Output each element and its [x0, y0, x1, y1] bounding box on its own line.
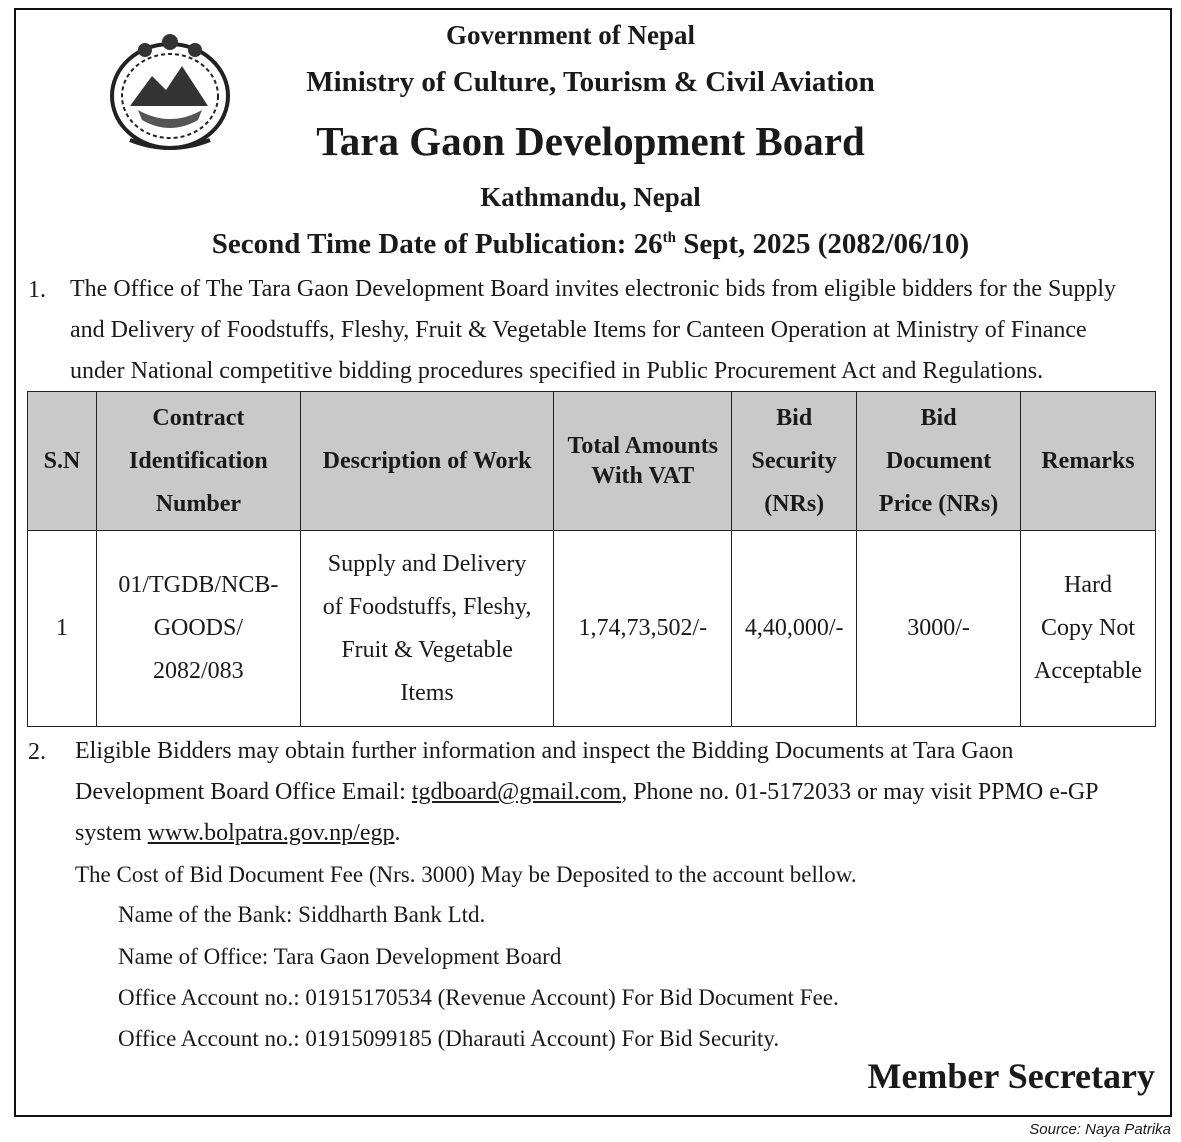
signature: Member Secretary — [867, 1056, 1155, 1096]
header-doc-price: Bid Document Price (NRs) — [857, 392, 1021, 531]
office-name: Name of Office: Tara Gaon Development Board — [118, 944, 562, 969]
header-description: Description of Work — [300, 392, 554, 531]
para2-number: 2. — [28, 739, 46, 765]
cell-doc-price: 3000/- — [857, 531, 1021, 727]
fee-line: The Cost of Bid Document Fee (Nrs. 3000) May be Deposited to the account bellow. — [75, 862, 857, 887]
cell-total: 1,74,73,502/- — [554, 531, 732, 727]
cell-remarks: Hard Copy Not Acceptable — [1020, 531, 1155, 727]
government-heading: Government of Nepal — [446, 20, 695, 50]
cell-contract: 01/TGDB/NCB- GOODS/ 2082/083 — [96, 531, 300, 727]
para1-line: The Office of The Tara Gaon Development Board invites electronic bids from eligible bidders for the Supply — [70, 276, 1117, 302]
source-credit: Source: Naya Patrika — [1029, 1121, 1171, 1138]
cell-sn: 1 — [28, 531, 97, 727]
para1-line: under National competitive bidding procedures specified in Public Procurement Act and Regulations. — [70, 358, 1044, 384]
para1-line: and Delivery of Foodstuffs, Fleshy, Fruit & Vegetable Items for Canteen Operation at Ministry of Finance — [70, 317, 1087, 343]
para2-line: Development Board Office Email: tgdboard@gmail.com, Phone no. 01-5172033 or may visit PPMO e-GP — [75, 779, 1099, 805]
table-header-row — [28, 392, 1156, 531]
bid-table — [27, 391, 1156, 727]
para1-text — [70, 269, 1116, 392]
bank-name: Name of the Bank: Siddharth Bank Ltd. — [118, 902, 486, 927]
header-security: Bid Security (NRs) — [732, 392, 857, 531]
email-link[interactable]: tgdboard@gmail.com — [411, 779, 622, 805]
publication-date: Second Time Date of Publication: 26th Sept, 2025 (2082/06/10) — [211, 228, 970, 260]
cell-description: Supply and Delivery of Foodstuffs, Fleshy, Fruit & Vegetable Items — [300, 531, 554, 727]
header-sn: S.N — [28, 392, 97, 531]
board-title: Tara Gaon Development Board — [316, 118, 865, 164]
website-link[interactable]: www.bolpatra.gov.np/egp — [147, 820, 395, 846]
header-total: Total Amounts With VAT — [554, 392, 732, 531]
para2-text — [75, 731, 1099, 854]
location-heading: Kathmandu, Nepal — [480, 182, 701, 212]
para1-number: 1. — [28, 277, 46, 303]
cell-security: 4,40,000/- — [732, 531, 857, 727]
account-revenue: Office Account no.: 01915170534 (Revenue Account) For Bid Document Fee. — [118, 985, 839, 1010]
table-row — [28, 531, 1156, 727]
ministry-heading: Ministry of Culture, Tourism & Civil Aviation — [306, 66, 875, 98]
account-dharauti: Office Account no.: 01915099185 (Dharauti Account) For Bid Security. — [118, 1026, 780, 1051]
para2-line: Eligible Bidders may obtain further information and inspect the Bidding Documents at Tara Gaon — [75, 738, 1014, 764]
header-remarks: Remarks — [1020, 392, 1155, 531]
header-contract: Contract Identification Number — [96, 392, 300, 531]
para2-line: system www.bolpatra.gov.np/egp. — [75, 820, 401, 846]
